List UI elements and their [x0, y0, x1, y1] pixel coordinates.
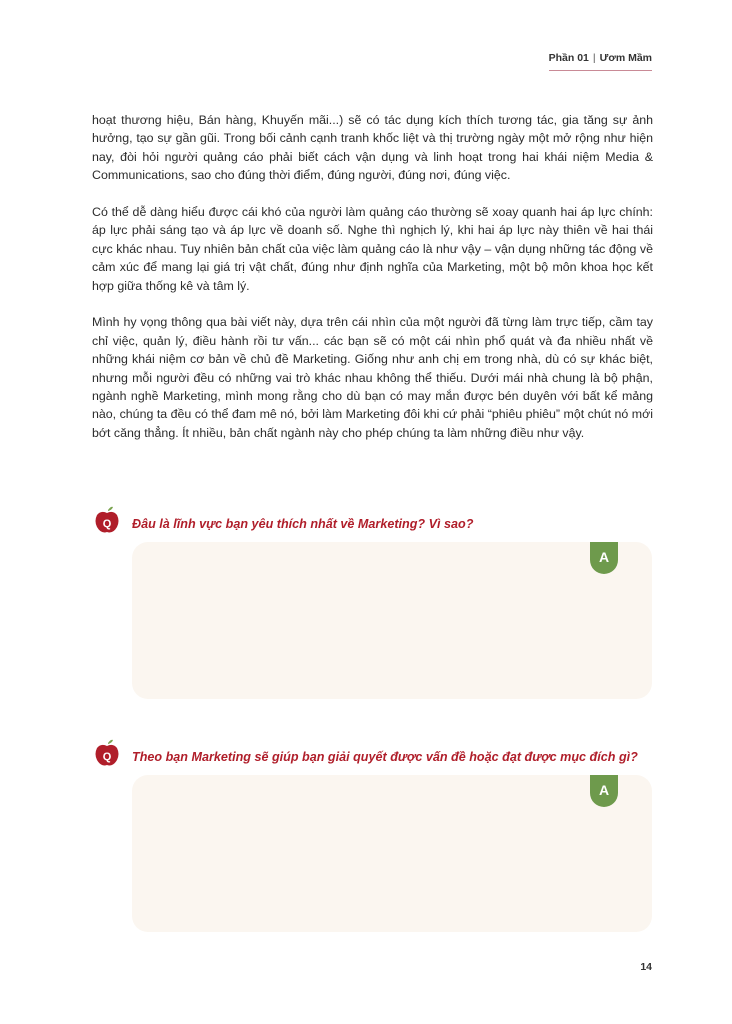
body-text [92, 111, 653, 461]
paragraph: Mình hy vọng thông qua bài viết này, dựa trên cái nhìn của một người đã từng làm trực tiếp, cầm tay chỉ việc, quản lý, điều hành rồi tư vấn... các bạn sẽ có một cái nhìn phổ quát và đa nhiều nhất về những khái niệm cơ bản về chủ đề Marketing. Giống như anh chị em trong nhà, dù có sự khác biệt, nhưng mỗi người đều có những vai trò khác nhau không thể thiếu. Dưới mái nhà chung là bộ phận, ngành nghề Marketing, mình mong rằng cho dù bạn có may mắn được bén duyên với bất kể mảng nào, chúng ta đều có thể đam mê nó, bởi làm Marketing đôi khi cứ phải “phiêu phiêu” một chút nó mới bớt căng thẳng. Ít nhiều, bản chất ngành này cho phép chúng ta làm những điều như vậy. [92, 315, 653, 440]
question-text: Đâu là lĩnh vực bạn yêu thích nhất về Marketing? Vì sao? [132, 517, 474, 531]
svg-text:Q: Q [102, 751, 112, 763]
paragraph: Có thể dễ dàng hiểu được cái khó của người làm quảng cáo thường sẽ xoay quanh hai áp lực chính: áp lực phải sáng tạo và áp lực về doanh số. Nghe thì nghịch lý, khi hai áp lực này thiên về hai thái cực khác nhau. Tuy nhiên bản chất của việc làm quảng cáo là như vậy – vận dụng những tác động về cảm xúc để mang lại giá trị vật chất, đúng như định nghĩa của Marketing, một bộ môn khoa học kết hợp giữa thống kê và tâm lý. [92, 205, 653, 293]
page-header [549, 52, 652, 71]
part-label: Phần 01 [548, 52, 589, 64]
header-separator: | [592, 52, 596, 64]
apple-q-icon [94, 506, 120, 534]
answer-box[interactable] [132, 542, 652, 699]
paragraph: hoạt thương hiệu, Bán hàng, Khuyến mãi...) sẽ có tác dụng kích thích tương tác, gia tăng sự ảnh hưởng, tạo sự gần gũi. Trong bối cảnh cạnh tranh khốc liệt và thị trường ngày một mở rộng như hiện nay, đòi hỏi người quảng cáo phải biết cách vận dụng và linh hoạt trong hai khái niệm Media & Communications, sao cho đúng thời điểm, đúng người, đúng nơi, đúng việc. [92, 113, 653, 183]
svg-text:Q: Q [102, 518, 112, 530]
page-number: 14 [640, 961, 652, 973]
chapter-label: Ươm Mầm [599, 52, 652, 64]
answer-box[interactable] [132, 775, 652, 932]
answer-badge: A [590, 775, 618, 807]
apple-q-icon [94, 739, 120, 767]
answer-badge: A [590, 542, 618, 574]
question-text: Theo bạn Marketing sẽ giúp bạn giải quyết được vấn đề hoặc đạt được mục đích gì? [132, 750, 638, 764]
